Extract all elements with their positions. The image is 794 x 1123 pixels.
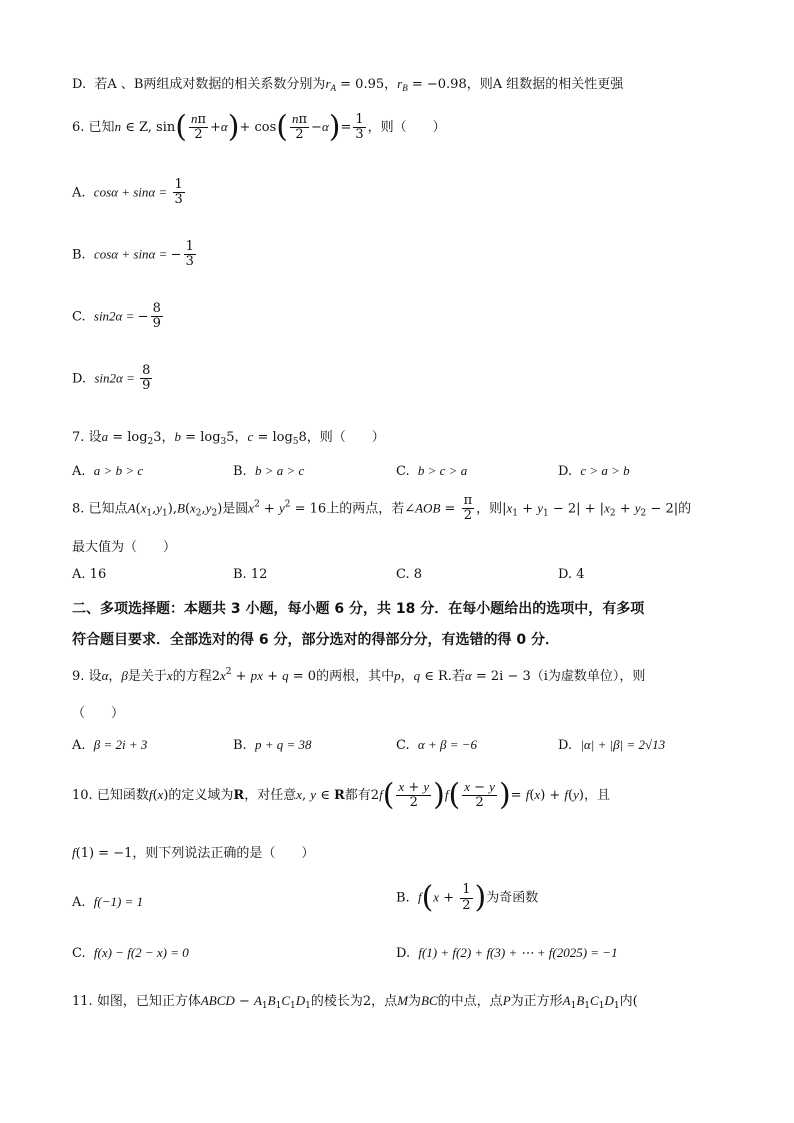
- q7-option-b: B. b > a > c: [233, 463, 305, 479]
- q10-line-2: f(1) = −1，则下列说法正确的是（ ）: [72, 845, 315, 861]
- section-2-heading-line-1: 二、多项选择题：本题共 3 小题，每小题 6 分，共 18 分．在每小题给出的选项中，有多项: [72, 601, 645, 617]
- q7-option-d: D. c > a > b: [558, 463, 630, 479]
- q8-option-c: C. 8: [396, 567, 423, 582]
- question-9: 9. 设α，β是关于x的方程$2x^2$ + px + q = 0的两根，其中p，q ∈ R.若α = 2i − 3（i为虚数单位），则: [72, 667, 646, 684]
- q8-option-a: A. 16: [72, 567, 107, 582]
- q10-option-c: C. f(x) − f(2 − x) = 0: [72, 945, 189, 961]
- q8-option-d: D. 4: [558, 567, 585, 582]
- q7-option-a: A. a > b > c: [72, 463, 144, 479]
- question-8: 8. 已知点$A(x_1,y_1),B(x_2,y_2)$是圆$x^2 + y^2 = 16$上的两点，若∠AOB = $\frac{\pi}{2}$ ，则$|x_1 + y_1 - 2| + |x_2 + y_2 - 2|$的: [72, 493, 692, 524]
- section-2-heading-line-2: 符合题目要求．全部选对的得 6 分，部分选对的得部分分，有选错的得 0 分．: [72, 632, 559, 648]
- q10-option-a: A. f(−1) = 1: [72, 894, 144, 910]
- q9-option-c: C. α + β = −6: [396, 737, 478, 753]
- q6-option-a: A. cosα + sinα = $\frac{1}{3}$: [72, 177, 183, 208]
- q8-option-b: B. 12: [233, 567, 268, 582]
- q9-option-d: D. |α| + |β| = 2√13: [558, 737, 666, 753]
- q7-option-c: C. b > c > a: [396, 463, 468, 479]
- q9-line-2: （ ）: [72, 706, 125, 721]
- question-11: 11. 如图，已知正方体ABCD − $A_1B_1C_1D_1$的棱长为2，点M为BC的中点，点P为正方形$A_1B_1C_1D_1$内(: [72, 993, 638, 1011]
- question-7: 7. 设$a = \log_23$，$b = \log_35$，$c = \log_58$，则（ ）: [72, 429, 385, 447]
- question-10: 10. 已知函数f(x)的定义域为R，对任意x, y ∈ R都有2f( $\frac{x + y}{2}$ )f( $\frac{x - y}{2}$ )= f(x) + f(y)，且: [72, 777, 610, 813]
- question-6: 6. 已知n ∈ Z, sin( $\frac{n\pi}{2}$ +α)+ cos( $\frac{n\pi}{2}$ −α)= $\frac{1}{3}$ ，则（ ）: [72, 109, 446, 145]
- q6-option-b: B. cosα + sinα = − $\frac{1}{3}$: [72, 239, 194, 270]
- q6-option-d: D. sin2α = $\frac{8}{9}$: [72, 363, 151, 394]
- q8-line-2: 最大值为（ ）: [72, 540, 177, 555]
- q10-option-b: B. f(x + $\frac{1}{2}$ )为奇函数: [396, 880, 539, 915]
- q5-option-d: D. 若A 、B两组成对数据的相关系数分别为$r_A = 0.95$，$r_B = -0.98$，则A 组数据的相关性更强: [72, 76, 624, 93]
- q10-option-d: D. f(1) + f(2) + f(3) + ⋯ + f(2025) = −1: [396, 945, 618, 961]
- q9-option-b: B. p + q = 38: [233, 737, 312, 753]
- q6-option-c: C. sin2α = − $\frac{8}{9}$: [72, 301, 161, 332]
- q9-option-a: A. β = 2i + 3: [72, 737, 148, 753]
